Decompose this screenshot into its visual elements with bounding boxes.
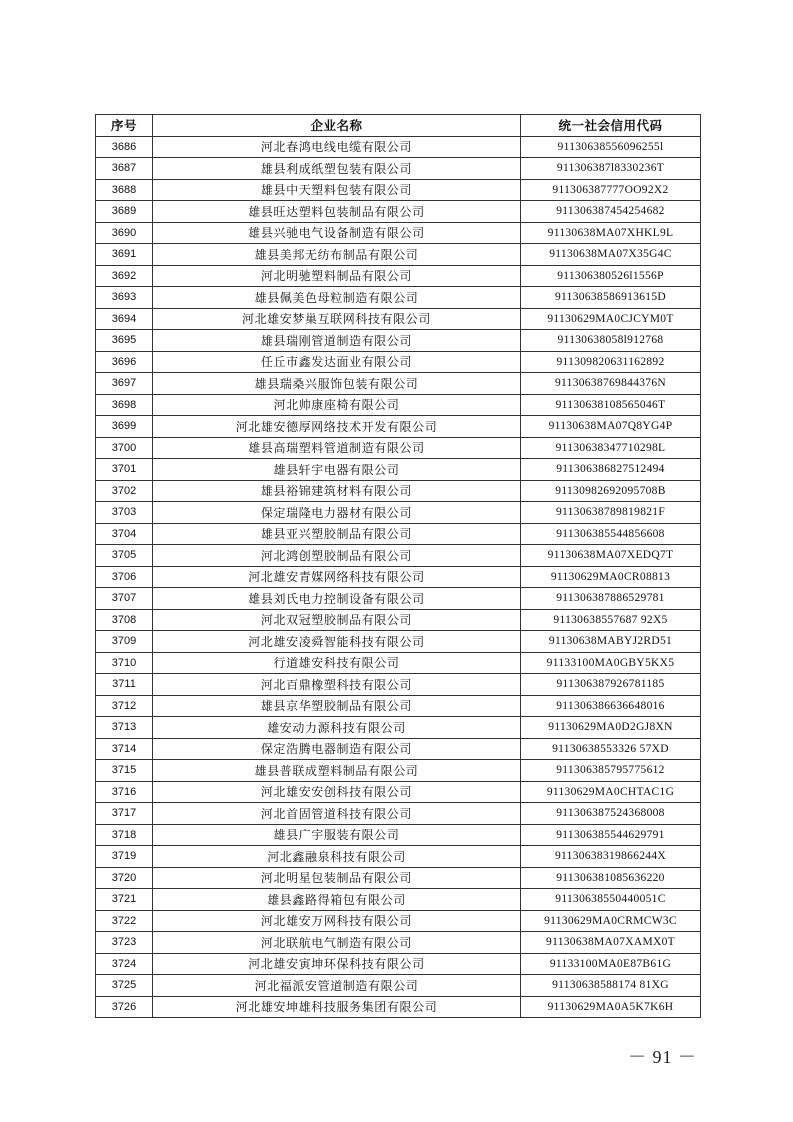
table-row xyxy=(96,588,701,610)
credit-code: 911306387926781185 xyxy=(521,674,701,696)
credit-code: 911306385795775612 xyxy=(521,760,701,782)
company-name: 任丘市鑫发达面业有限公司 xyxy=(153,351,521,373)
table-row xyxy=(96,545,701,567)
credit-code: 91130629MA0CJCYM0T xyxy=(521,308,701,330)
table-row xyxy=(96,437,701,459)
company-name: 雄县瑞桑兴服饰包装有限公司 xyxy=(153,373,521,395)
company-name: 雄县鑫路得箱包有限公司 xyxy=(153,889,521,911)
company-name: 河北雄安万网科技有限公司 xyxy=(153,910,521,932)
company-name: 雄县刘氏电力控制设备有限公司 xyxy=(153,588,521,610)
credit-code: 91130638108565046T xyxy=(521,394,701,416)
table-row xyxy=(96,179,701,201)
company-name: 雄县广宇服装有限公司 xyxy=(153,824,521,846)
credit-code: 91130629MA0CRMCW3C xyxy=(521,910,701,932)
company-name: 雄县利成纸塑包装有限公司 xyxy=(153,158,521,180)
table-row xyxy=(96,996,701,1018)
table-row xyxy=(96,846,701,868)
credit-code: 91133100MA0E87B61G xyxy=(521,953,701,975)
page-number: － 91 － xyxy=(628,1047,697,1067)
row-index: 3699 xyxy=(96,416,153,438)
row-index: 3710 xyxy=(96,652,153,674)
credit-code: 91130638MA07XAMX0T xyxy=(521,932,701,954)
table-header-row xyxy=(96,115,701,137)
row-index: 3702 xyxy=(96,480,153,502)
company-name: 雄县旺达塑料包装制品有限公司 xyxy=(153,201,521,223)
row-index: 3698 xyxy=(96,394,153,416)
table-row xyxy=(96,287,701,309)
credit-code: 91130638347710298L xyxy=(521,437,701,459)
row-index: 3706 xyxy=(96,566,153,588)
credit-code: 91130629MA0A5K7K6H xyxy=(521,996,701,1018)
table-row xyxy=(96,308,701,330)
row-index: 3720 xyxy=(96,867,153,889)
credit-code: 91130638769844376N xyxy=(521,373,701,395)
credit-code: 91130638MA07X35G4C xyxy=(521,244,701,266)
company-name: 雄县高瑞塑料管道制造有限公司 xyxy=(153,437,521,459)
row-index: 3724 xyxy=(96,953,153,975)
company-name: 雄安动力源科技有限公司 xyxy=(153,717,521,739)
table-body xyxy=(96,136,701,1018)
table-row xyxy=(96,394,701,416)
credit-code: 911306380526l1556P xyxy=(521,265,701,287)
header-company-name: 企业名称 xyxy=(153,115,521,137)
credit-code: 91133100MA0GBY5KX5 xyxy=(521,652,701,674)
row-index: 3709 xyxy=(96,631,153,653)
credit-code: 91130629MA0CR08813 xyxy=(521,566,701,588)
row-index: 3693 xyxy=(96,287,153,309)
credit-code: 911306385544629791 xyxy=(521,824,701,846)
row-index: 3722 xyxy=(96,910,153,932)
credit-code: 91130638586913615D xyxy=(521,287,701,309)
table-row xyxy=(96,158,701,180)
table-row xyxy=(96,760,701,782)
row-index: 3688 xyxy=(96,179,153,201)
table-row xyxy=(96,975,701,997)
company-name: 河北首固管道科技有限公司 xyxy=(153,803,521,825)
credit-code: 911306387454254682 xyxy=(521,201,701,223)
company-name: 河北鑫融泉科技有限公司 xyxy=(153,846,521,868)
credit-code: 91130638058l912768 xyxy=(521,330,701,352)
row-index: 3721 xyxy=(96,889,153,911)
table-row xyxy=(96,824,701,846)
credit-code: 911309820631162892 xyxy=(521,351,701,373)
credit-code: 91130629MA0CHTAC1G xyxy=(521,781,701,803)
table-row xyxy=(96,867,701,889)
table-row xyxy=(96,717,701,739)
company-name: 河北雄安青媒网络科技有限公司 xyxy=(153,566,521,588)
table-row xyxy=(96,695,701,717)
credit-code: 91130982692095708B xyxy=(521,480,701,502)
row-index: 3695 xyxy=(96,330,153,352)
company-name: 雄县轩宇电器有限公司 xyxy=(153,459,521,481)
row-index: 3725 xyxy=(96,975,153,997)
credit-code: 911306387524368008 xyxy=(521,803,701,825)
row-index: 3707 xyxy=(96,588,153,610)
row-index: 3719 xyxy=(96,846,153,868)
company-name: 行道雄安科技有限公司 xyxy=(153,652,521,674)
row-index: 3716 xyxy=(96,781,153,803)
table-row xyxy=(96,480,701,502)
credit-code: 91130638MA07XEDQ7T xyxy=(521,545,701,567)
row-index: 3701 xyxy=(96,459,153,481)
table-row xyxy=(96,351,701,373)
header-credit-code: 统一社会信用代码 xyxy=(521,115,701,137)
table-row xyxy=(96,953,701,975)
row-index: 3703 xyxy=(96,502,153,524)
table-row xyxy=(96,932,701,954)
table-row xyxy=(96,631,701,653)
company-name: 河北雄安梦巢互联网科技有限公司 xyxy=(153,308,521,330)
company-credit-code-table xyxy=(95,114,701,1018)
row-index: 3711 xyxy=(96,674,153,696)
company-name: 雄县美邦无纺布制品有限公司 xyxy=(153,244,521,266)
table-row xyxy=(96,136,701,158)
row-index: 3686 xyxy=(96,136,153,158)
company-name: 雄县京华塑胶制品有限公司 xyxy=(153,695,521,717)
company-name: 河北雄安安创科技有限公司 xyxy=(153,781,521,803)
table-row xyxy=(96,265,701,287)
credit-code: 911306385544856608 xyxy=(521,523,701,545)
row-index: 3691 xyxy=(96,244,153,266)
credit-code: 911306386636648016 xyxy=(521,695,701,717)
credit-code: 911306381085636220 xyxy=(521,867,701,889)
company-name: 雄县佩美色母粒制造有限公司 xyxy=(153,287,521,309)
table-row xyxy=(96,566,701,588)
credit-code: 91130638553326 57XD xyxy=(521,738,701,760)
company-name: 雄县兴驰电气设备制造有限公司 xyxy=(153,222,521,244)
table-row xyxy=(96,803,701,825)
table-row xyxy=(96,889,701,911)
table-row xyxy=(96,222,701,244)
company-name: 河北百鼎橡塑科技有限公司 xyxy=(153,674,521,696)
row-index: 3714 xyxy=(96,738,153,760)
table-row xyxy=(96,373,701,395)
table-row xyxy=(96,652,701,674)
row-index: 3718 xyxy=(96,824,153,846)
credit-code: 91130638319866244X xyxy=(521,846,701,868)
row-index: 3712 xyxy=(96,695,153,717)
header-index: 序号 xyxy=(96,115,153,137)
table-row xyxy=(96,459,701,481)
company-name: 河北明星包装制品有限公司 xyxy=(153,867,521,889)
credit-code: 911306386827512494 xyxy=(521,459,701,481)
credit-code: 91130638588174 81XG xyxy=(521,975,701,997)
credit-code: 91130638550440051C xyxy=(521,889,701,911)
company-name: 河北帅康座椅有限公司 xyxy=(153,394,521,416)
table-row xyxy=(96,738,701,760)
table-row xyxy=(96,330,701,352)
company-name: 河北联航电气制造有限公司 xyxy=(153,932,521,954)
credit-code: 91130638MA07Q8YG4P xyxy=(521,416,701,438)
company-name: 雄县普联成塑料制品有限公司 xyxy=(153,760,521,782)
row-index: 3713 xyxy=(96,717,153,739)
table-row xyxy=(96,609,701,631)
company-name: 河北春鸿电线电缆有限公司 xyxy=(153,136,521,158)
table-row xyxy=(96,781,701,803)
row-index: 3717 xyxy=(96,803,153,825)
table-row xyxy=(96,674,701,696)
row-index: 3726 xyxy=(96,996,153,1018)
row-index: 3708 xyxy=(96,609,153,631)
row-index: 3704 xyxy=(96,523,153,545)
row-index: 3694 xyxy=(96,308,153,330)
company-name: 雄县亚兴塑胶制品有限公司 xyxy=(153,523,521,545)
company-name: 河北雄安德厚网络技术开发有限公司 xyxy=(153,416,521,438)
credit-code: 911306387777OO92X2 xyxy=(521,179,701,201)
row-index: 3687 xyxy=(96,158,153,180)
row-index: 3705 xyxy=(96,545,153,567)
table-row xyxy=(96,416,701,438)
company-name: 河北鸿创塑胶制品有限公司 xyxy=(153,545,521,567)
company-name: 河北双冠塑胶制品有限公司 xyxy=(153,609,521,631)
row-index: 3697 xyxy=(96,373,153,395)
row-index: 3690 xyxy=(96,222,153,244)
table-row xyxy=(96,910,701,932)
company-name: 雄县裕锦建筑材料有限公司 xyxy=(153,480,521,502)
table-row xyxy=(96,523,701,545)
credit-code: 91130638789819821F xyxy=(521,502,701,524)
row-index: 3723 xyxy=(96,932,153,954)
credit-code: 91130629MA0D2GJ8XN xyxy=(521,717,701,739)
credit-code: 91130638557687 92X5 xyxy=(521,609,701,631)
company-name: 河北福派安管道制造有限公司 xyxy=(153,975,521,997)
row-index: 3692 xyxy=(96,265,153,287)
row-index: 3696 xyxy=(96,351,153,373)
company-name: 河北雄安坤雄科技服务集团有限公司 xyxy=(153,996,521,1018)
company-name: 保定瑞隆电力器材有限公司 xyxy=(153,502,521,524)
credit-code: 91130638MABYJ2RD51 xyxy=(521,631,701,653)
company-name: 河北明驰塑料制品有限公司 xyxy=(153,265,521,287)
company-name: 保定浩腾电器制造有限公司 xyxy=(153,738,521,760)
table-row xyxy=(96,201,701,223)
table-row xyxy=(96,502,701,524)
company-name: 雄县中天塑料包装有限公司 xyxy=(153,179,521,201)
credit-code: 91130638MA07XHKL9L xyxy=(521,222,701,244)
row-index: 3689 xyxy=(96,201,153,223)
company-name: 雄县瑞刚管道制造有限公司 xyxy=(153,330,521,352)
row-index: 3715 xyxy=(96,760,153,782)
row-index: 3700 xyxy=(96,437,153,459)
credit-code: 91130638556096255l xyxy=(521,136,701,158)
credit-code: 911306387l8330236T xyxy=(521,158,701,180)
credit-code: 911306387886529781 xyxy=(521,588,701,610)
company-name: 河北雄安凌舜智能科技有限公司 xyxy=(153,631,521,653)
table-row xyxy=(96,244,701,266)
company-name: 河北雄安寅坤环保科技有限公司 xyxy=(153,953,521,975)
